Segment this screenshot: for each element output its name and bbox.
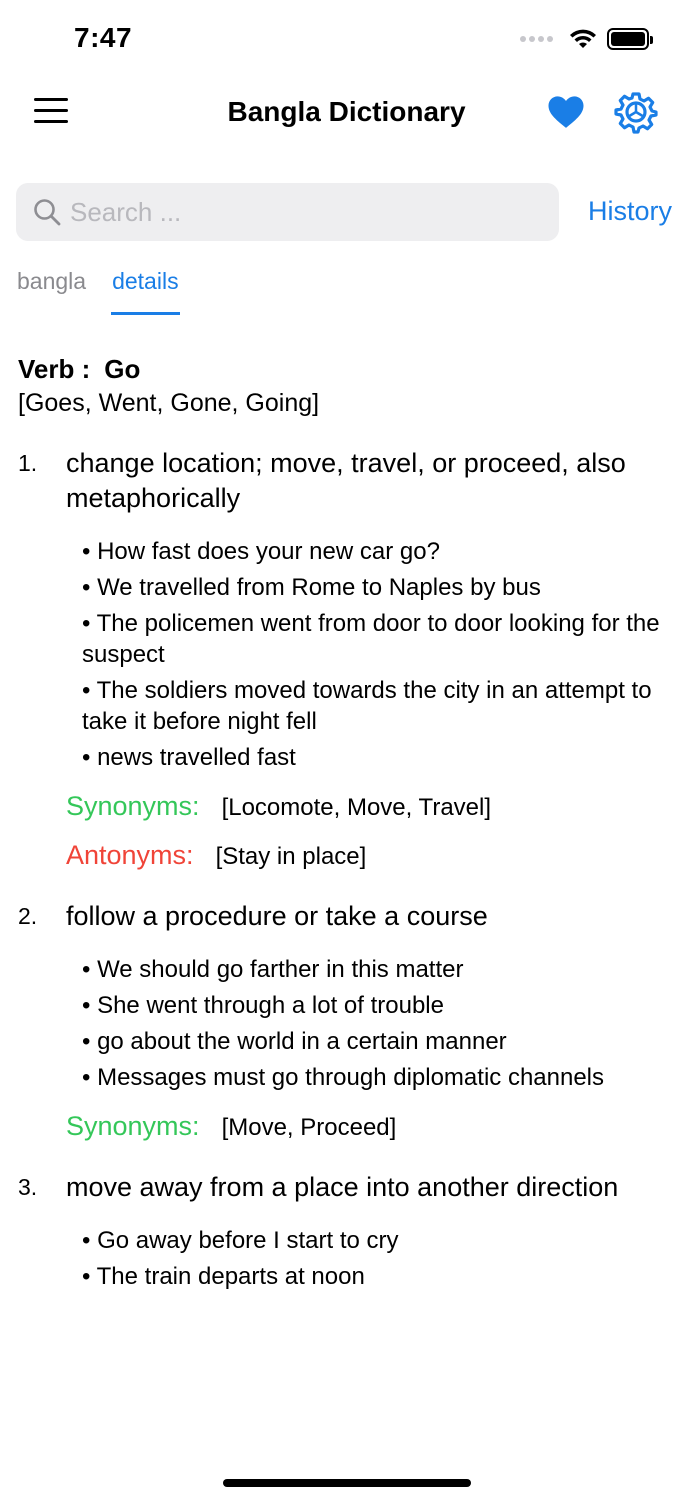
example-item: • go about the world in a certain manner (82, 1028, 507, 1055)
antonyms-label: Antonyms: (66, 840, 194, 870)
search-bar[interactable] (16, 183, 559, 241)
example-item: • Go away before I start to cry (82, 1227, 399, 1254)
search-icon (32, 197, 62, 227)
status-time: 7:47 (74, 22, 133, 53)
sense-definition: follow a procedure or take a course (66, 901, 488, 931)
settings-button[interactable] (614, 90, 658, 134)
search-input[interactable] (70, 197, 510, 228)
synonyms-values: [Locomote, Move, Travel] (221, 794, 492, 821)
home-indicator[interactable] (223, 1479, 471, 1487)
antonyms-values: [Stay in place] (215, 843, 367, 870)
cellular-signal-icon (520, 36, 553, 42)
gear-icon (614, 90, 658, 134)
antonyms-row (66, 840, 678, 871)
wifi-icon (569, 28, 597, 50)
example-list (82, 536, 678, 773)
synonyms-label: Synonyms: (66, 791, 200, 821)
page-title: Bangla Dictionary (227, 96, 466, 127)
sense-definition: change location; move, travel, or proceed, also metaphorically (66, 448, 626, 513)
sense-number: 1. (18, 450, 38, 476)
sense-number: 3. (18, 1174, 38, 1200)
sense-number: 2. (18, 903, 38, 929)
example-item: • We should go farther in this matter (82, 956, 464, 983)
headword: Go (104, 354, 141, 384)
definition-content (18, 354, 678, 1297)
sense-definition: move away from a place into another direction (66, 1172, 619, 1202)
synonyms-label: Synonyms: (66, 1111, 200, 1141)
example-item: • We travelled from Rome to Naples by bus (82, 574, 541, 601)
word-forms: [Goes, Went, Gone, Going] (18, 389, 320, 417)
part-of-speech-line (18, 354, 678, 385)
example-item: • How fast does your new car go? (82, 538, 440, 565)
example-item: • news travelled fast (82, 744, 296, 771)
example-list (82, 1225, 678, 1292)
synonyms-row (66, 1111, 678, 1142)
synonyms-row (66, 791, 678, 822)
example-item: • The soldiers moved towards the city in an attempt to take it before night fell (82, 677, 652, 735)
sense-item (18, 899, 678, 1142)
part-of-speech-label: Verb : (18, 354, 91, 384)
example-item: • Messages must go through diplomatic channels (82, 1064, 605, 1091)
favorite-button[interactable] (546, 92, 586, 132)
example-item: • The policemen went from door to door looking for the suspect (82, 610, 660, 668)
status-icons (520, 28, 649, 50)
navigation-bar (0, 80, 693, 144)
tab-bangla[interactable]: bangla (17, 268, 87, 294)
example-list (82, 954, 678, 1093)
status-bar (0, 0, 693, 80)
tab-bar (17, 268, 179, 307)
battery-icon (607, 28, 649, 50)
example-item: • The train departs at noon (82, 1263, 365, 1290)
history-button[interactable]: History (588, 196, 673, 226)
heart-icon (546, 92, 586, 132)
sense-item (18, 1170, 678, 1297)
tab-details[interactable]: details (112, 268, 178, 307)
synonyms-values: [Move, Proceed] (221, 1114, 397, 1141)
sense-item (18, 446, 678, 871)
example-item: • She went through a lot of trouble (82, 992, 444, 1019)
